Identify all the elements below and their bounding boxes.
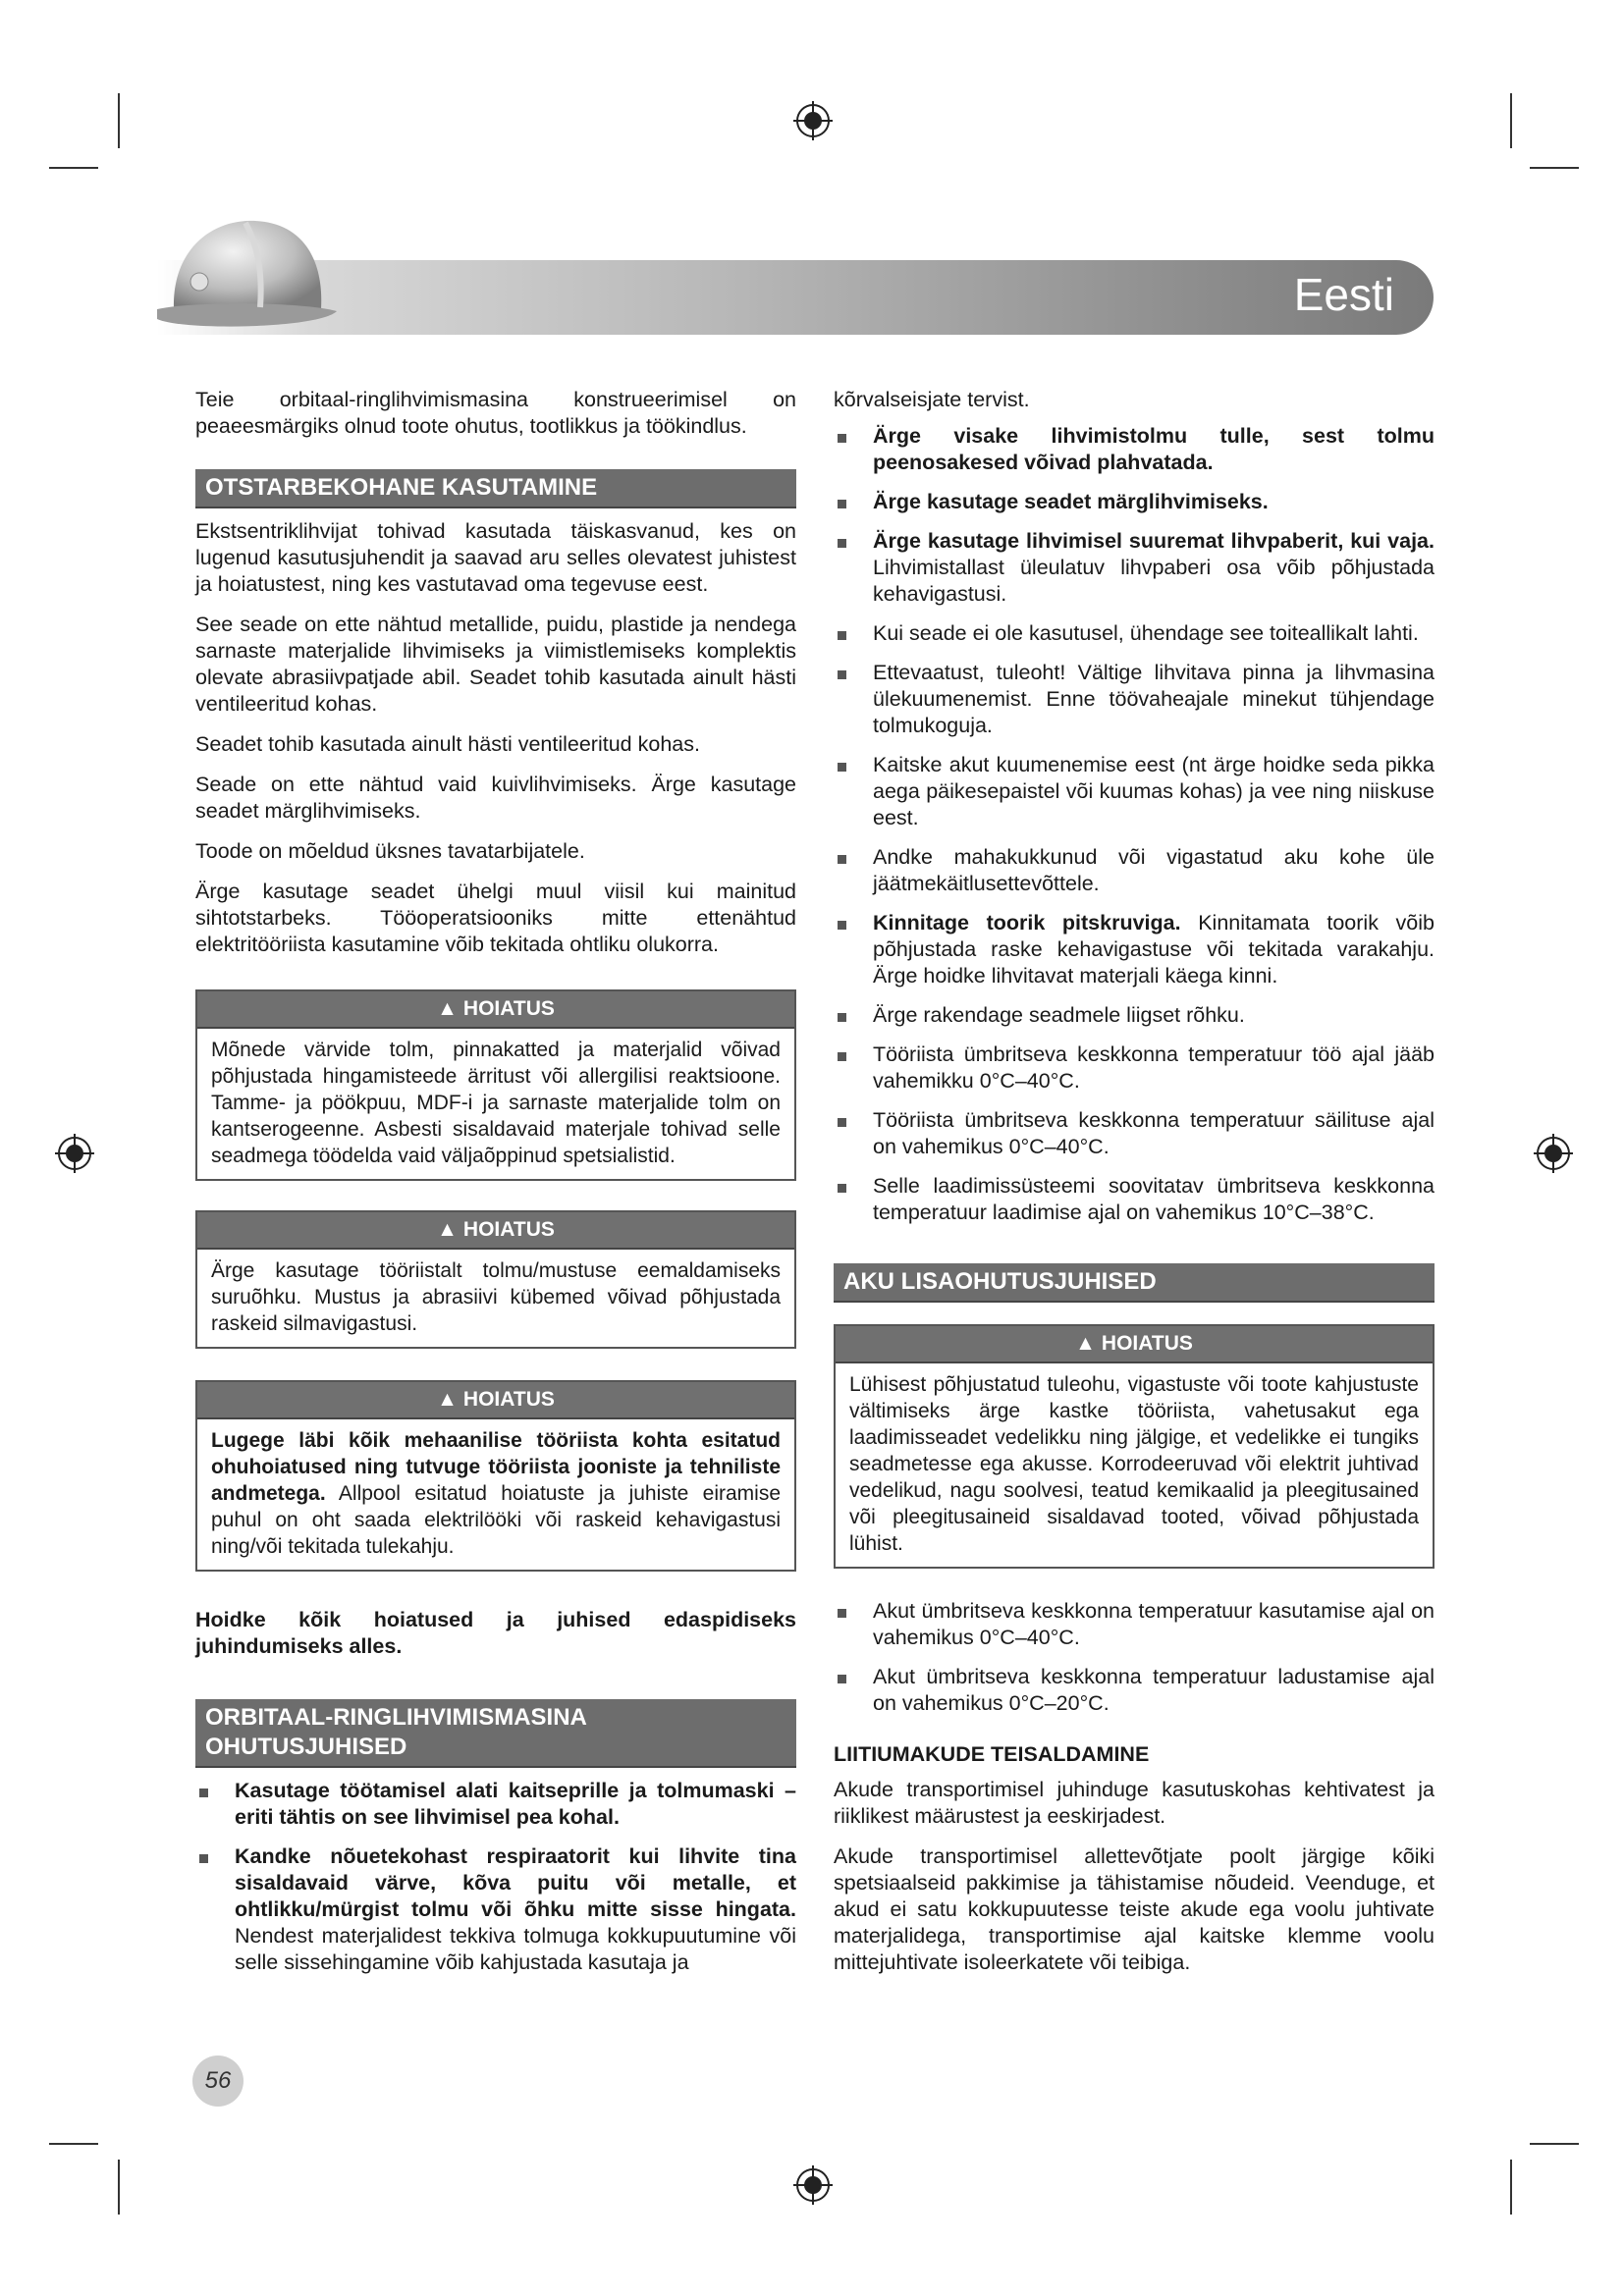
warning-box	[195, 1210, 796, 1349]
warning-header: ▲ HOIATUS	[197, 1212, 794, 1250]
safety-list	[195, 1778, 796, 1976]
list-item: Selle laadimissüsteemi soovitatav ümbritseva keskkonna temperatuur laadimise ajal on vahemikus 10°C–38°C.	[834, 1173, 1435, 1226]
warning-triangle-icon: ▲	[437, 1388, 458, 1411]
registration-mark-icon	[1532, 1132, 1575, 1175]
header-banner	[157, 260, 1434, 335]
list-item: Ärge rakendage seadmele liigset rõhku.	[834, 1002, 1435, 1029]
warning-header: ▲ HOIATUS	[836, 1326, 1433, 1363]
list-item: Akut ümbritseva keskkonna temperatuur ladustamise ajal on vahemikus 0°C–20°C.	[834, 1664, 1435, 1717]
list-item: Ärge visake lihvimistolmu tulle, sest tolmu peenosakesed võivad plahvatada.	[834, 423, 1435, 476]
keep-instructions: Hoidke kõik hoiatused ja juhised edaspidiseks juhindumiseks alles.	[195, 1608, 796, 1658]
list-item: Akut ümbritseva keskkonna temperatuur kasutamise ajal on vahemikus 0°C–40°C.	[834, 1598, 1435, 1651]
paragraph: Seadet tohib kasutada ainult hästi ventileeritud kohas.	[195, 732, 700, 756]
paragraph: Toode on mõeldud üksnes tavatarbijatele.	[195, 839, 585, 863]
page-number: 56	[192, 2056, 244, 2107]
intro-paragraph: Teie orbitaal-ringlihvimismasina konstrueerimisel on peaeesmärgiks olnud toote ohutus, tootlikkus ja töökindlus.	[195, 388, 796, 438]
registration-mark-icon	[791, 2163, 835, 2207]
warning-header: ▲ HOIATUS	[197, 991, 794, 1029]
subheading-transport: LIITIUMAKUDE TEISALDAMINE	[834, 1742, 1150, 1766]
warning-text: Ärge kasutage tööriistalt tolmu/mustuse eemaldamiseks suruõhku. Mustus ja abrasiivi kübemed võivad põhjustada raskeid silmavigastusi.	[211, 1259, 781, 1335]
crop-mark	[118, 93, 120, 148]
continued-text: kõrvalseisjate tervist.	[834, 388, 1030, 411]
paragraph: Akude transportimisel allettevõtjate poolt järgige kõiki spetsiaalseid pakkimise ja tähistamise nõudeid. Veenduge, et akud ei satu kokkupuutesse teiste akude ega voolu juhtivate materjalidega, transportimise ajal kaitske klemme voolu mittejuhtivate isoleerkatete või teibiga.	[834, 1844, 1435, 1974]
crop-mark	[1510, 2160, 1512, 2215]
battery-temp-list	[834, 1598, 1435, 1717]
crop-mark	[1530, 2143, 1579, 2145]
warning-header: ▲ HOIATUS	[197, 1382, 794, 1419]
warning-text: Lugege läbi kõik mehaanilise tööriista kohta esitatud ohuhoiatused ning tutvuge tööriista jooniste ja tehniliste andmetega. Allpool esitatud hoiatuste ja juhiste eiramise puhul on oht saada elektrilööki või raskeid kehavigastusi ning/või tekitada tulekahju.	[211, 1429, 781, 1558]
list-item: Ettevaatust, tuleoht! Vältige lihvitava pinna ja lihvmasina ülekuumenemist. Enne töövaheajale minekut tühjendage tolmukoguja.	[834, 660, 1435, 739]
paragraph: Ekstsentriklihvijat tohivad kasutada täiskasvanud, kes on lugenud kasutusjuhendit ja saavad aru selles olevatest juhistest ja hoiatustest, ning kes vastutavad oma tegevuse eest.	[195, 519, 796, 596]
warning-triangle-icon: ▲	[437, 997, 458, 1020]
warning-box	[834, 1324, 1435, 1569]
paragraph: Seade on ette nähtud vaid kuivlihvimiseks. Ärge kasutage seadet märglihvimiseks.	[195, 773, 796, 823]
warning-text: Mõnede värvide tolm, pinnakatted ja materjalid võivad põhjustada hingamisteede ärritust või allergilisi reaktsioone. Tamme- ja pöökpuu, MDF-i ja sarnaste materjalide tolm on kantserogeenne. Asbesti sisaldavaid materjale tohivad selle seadmega töödelda vaid väljaõppinud spetsialistid.	[211, 1039, 781, 1167]
list-item: Tööriista ümbritseva keskkonna temperatuur töö ajal jääb vahemikku 0°C–40°C.	[834, 1041, 1435, 1095]
right-column	[834, 387, 1435, 1990]
list-item: Kaitske akut kuumenemise eest (nt ärge hoidke seda pikka aega päikesepaistel või kuumas kohas) ja vee ning niiskuse eest.	[834, 752, 1435, 831]
safety-list	[834, 423, 1435, 1226]
registration-mark-icon	[791, 99, 835, 142]
left-column	[195, 387, 796, 1989]
warning-box	[195, 1380, 796, 1572]
hard-hat-icon	[152, 211, 339, 339]
section-title-intended-use: OTSTARBEKOHANE KASUTAMINE	[195, 469, 796, 508]
list-item: Kandke nõuetekohast respiraatorit kui lihvite tina sisaldavaid värve, kõva puitu või metalle, et ohtlikku/mürgist tolmu või õhku mitte sisse hingata. Nendest materjalidest tekkiva tolmuga kokkupuutumine või selle sissehingamine võib kahjustada kasutaja ja	[195, 1843, 796, 1976]
paragraph: Ärge kasutage seadet ühelgi muul viisil kui mainitud sihtotstarbeks. Tööoperatsiooniks mitte ettenähtud elektritööriista kasutamine võib tekitada ohtliku olukorra.	[195, 880, 796, 956]
warning-triangle-icon: ▲	[437, 1218, 458, 1241]
crop-mark	[1530, 167, 1579, 169]
paragraph: Akude transportimisel juhinduge kasutuskohas kehtivatest ja riiklikest määrustest ja eeskirjadest.	[834, 1778, 1435, 1828]
crop-mark	[49, 2143, 98, 2145]
paragraph: See seade on ette nähtud metallide, puidu, plastide ja nendega sarnaste materjalide lihvimiseks ja viimistlemiseks komplektis olevate abrasiivpatjade abil. Seadet tohib kasutada ainult hästi ventileeritud kohas.	[195, 613, 796, 716]
list-item: Kui seade ei ole kasutusel, ühendage see toiteallikalt lahti.	[834, 620, 1435, 647]
crop-mark	[1510, 93, 1512, 148]
list-item: Ärge kasutage lihvimisel suuremat lihvpaberit, kui vaja. Lihvimistallast üleulatuv lihvpaberi osa võib põhjustada kehavigastusi.	[834, 528, 1435, 608]
warning-box	[195, 989, 796, 1181]
list-item: Tööriista ümbritseva keskkonna temperatuur säilituse ajal on vahemikus 0°C–40°C.	[834, 1107, 1435, 1160]
section-title-safety: ORBITAAL-RINGLIHVIMISMASINA OHUTUSJUHISED	[195, 1699, 796, 1768]
registration-mark-icon	[53, 1132, 96, 1175]
list-item: Kinnitage toorik pitskruviga. Kinnitamata toorik võib põhjustada raske kehavigastuse või tekitada varakahju. Ärge hoidke lihvitavat materjali käega kinni.	[834, 910, 1435, 989]
section-title-battery: AKU LISAOHUTUSJUHISED	[834, 1263, 1435, 1303]
warning-text: Lühisest põhjustatud tuleohu, vigastuste või toote kahjustuste vältimiseks ärge kastke tööriista, vahetusakut ega laadimisseadet vedelikku ning jälgige, et vedelikke ei tungiks seadmetesse ega akusse. Korrodeeruvad või elektrit juhtivad vedelikud, nagu soolvesi, teatud kemikaalid ja pleegitusained või pleegitusaineid sisaldavad tooted, võivad põhjustada lühist.	[849, 1373, 1419, 1555]
list-item: Kasutage töötamisel alati kaitseprille ja tolmumaski – eriti tähtis on see lihvimisel pea kohal.	[195, 1778, 796, 1831]
crop-mark	[49, 167, 98, 169]
warning-triangle-icon: ▲	[1075, 1332, 1096, 1355]
language-title: Eesti	[1293, 269, 1394, 320]
crop-mark	[118, 2160, 120, 2215]
list-item: Andke mahakukkunud või vigastatud aku kohe üle jäätmekäitlusettevõttele.	[834, 844, 1435, 897]
list-item: Ärge kasutage seadet märglihvimiseks.	[834, 489, 1435, 515]
